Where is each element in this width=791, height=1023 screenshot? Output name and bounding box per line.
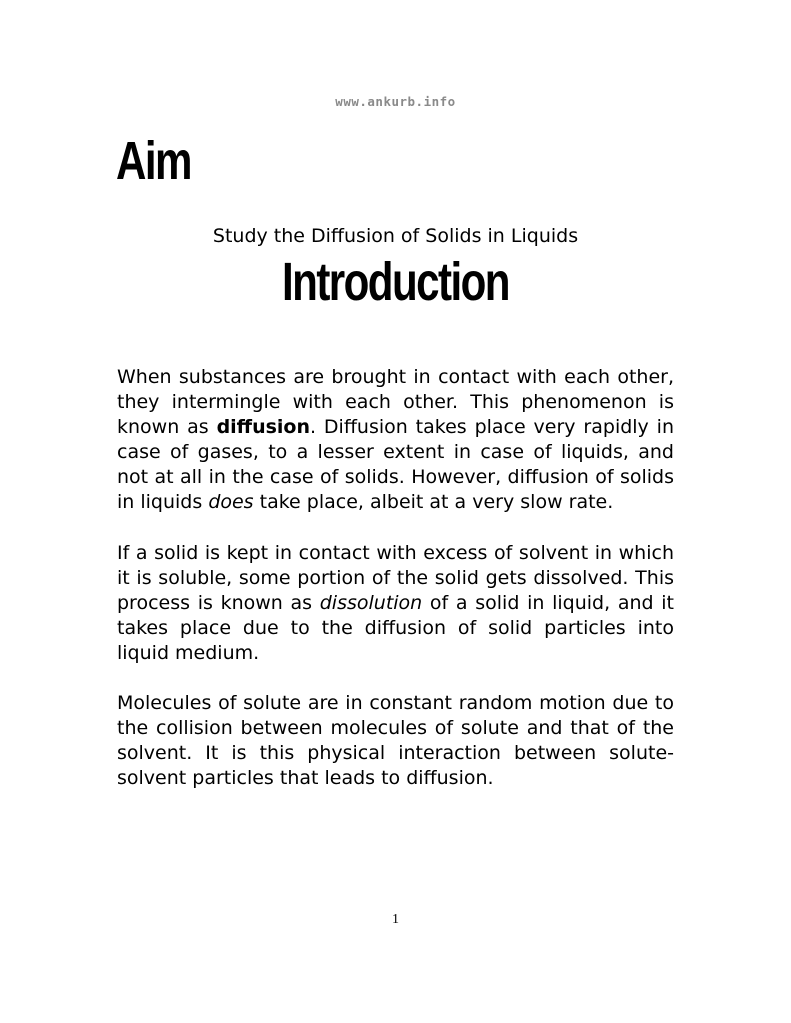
paragraph-diffusion [117, 365, 674, 516]
paragraph-text: take place, albeit at a very slow rate. [253, 491, 614, 514]
term-diffusion: diffusion [216, 416, 310, 439]
term-dissolution: dissolution [319, 591, 423, 614]
introduction-body [117, 365, 674, 816]
term-does: does [208, 491, 254, 514]
page-number: 1 [392, 912, 399, 927]
paragraph-molecules: Molecules of solute are in constant random motion due to the collision between molecules of solute and that of the solvent. It is this physical interaction between solute-solvent particles that leads to diffusion. [117, 692, 674, 790]
aim-heading: Aim [116, 131, 191, 191]
paragraph-text: If a solid is kept in contact with excess of solvent in which it is soluble, some portion of the solid gets dissolved. This process is known as [117, 541, 674, 614]
paragraph-dissolution [117, 541, 674, 666]
paragraph-text: of a solid in liquid, and it takes place due to the diffusion of solid particles into liquid medium. [117, 591, 674, 664]
introduction-heading: Introduction [282, 252, 509, 312]
paragraph-text: When substances are brought in contact with each other, they intermingle with each other. This phenomenon is known as [117, 366, 674, 439]
header-url: www.ankurb.info [335, 94, 456, 109]
paragraph-text: . Diffusion takes place very rapidly in case of gases, to a lesser extent in case of liquids, and not at all in the case of solids. However, diffusion of solids in liquids [117, 416, 675, 514]
aim-statement: Study the Diffusion of Solids in Liquids [212, 225, 579, 247]
